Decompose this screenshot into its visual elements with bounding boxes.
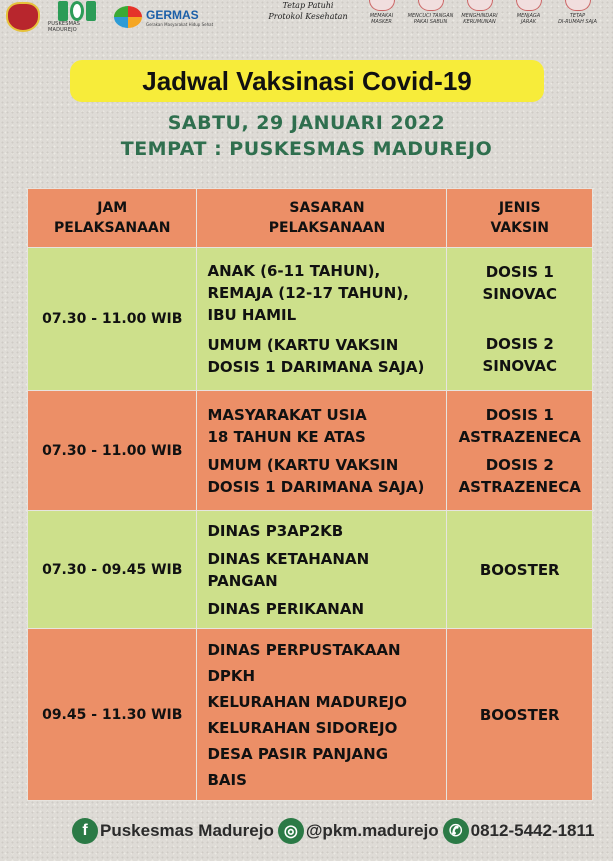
vaccine-cell: BOOSTER [447,511,593,629]
event-date: SABTU, 29 JANUARI 2022 [167,112,446,134]
table-header-row [28,189,593,248]
header-jam: JAM PELAKSANAAN [28,189,197,248]
table-row [28,391,593,511]
home-icon [565,0,591,11]
vaccine-cell: BOOSTER [447,629,593,801]
time-cell: 09.45 - 11.30 WIB [28,629,197,801]
mask-icon [369,0,395,11]
facebook-icon: f [72,818,98,844]
vaccine-cell: DOSIS 1 ASTRAZENECA DOSIS 2 ASTRAZENECA [447,391,593,511]
instagram-handle[interactable]: @pkm.madurejo [305,821,439,840]
table-row [28,248,593,391]
whatsapp-icon: ✆ [443,818,469,844]
handwash-icon [418,0,444,11]
target-cell: DINAS PERPUSTAKAAN DPKH KELURAHAN MADUREJO KELURAHAN SIDOREJO DESA PASIR PANJANG BAIS [197,629,447,801]
protokol-item-masker: MEMAKAI MASKER [358,0,405,25]
table-row [28,629,593,801]
time-cell: 07.30 - 11.00 WIB [28,391,197,511]
protokol-item-kerumunan: MENGHINDARI KERUMUNAN [456,0,503,25]
page-title: Jadwal Vaksinasi Covid-19 [70,60,544,102]
puskesmas-caption: PUSKESMAS MADUREJO [48,21,81,33]
crowd-icon [467,0,493,11]
protokol-title: Tetap Patuhi Protokol Kesehatan [268,1,348,21]
time-cell: 07.30 - 09.45 WIB [28,511,197,629]
germas-tagline: Gerakan Masyarakat Hidup Sehat [146,21,214,27]
germas-logo [114,6,213,28]
contact-footer [72,818,594,844]
whatsapp-number[interactable]: 0812-5442-1811 [470,821,595,840]
protokol-icons [358,0,601,25]
time-cell: 07.30 - 11.00 WIB [28,248,197,391]
protokol-item-di-rumah: TETAP DI-RUMAH SAJA [554,0,601,25]
target-cell: MASYARAKAT USIA 18 TAHUN KE ATAS UMUM (KARTU VAKSIN DOSIS 1 DARIMANA SAJA) [197,391,447,511]
germas-name: GERMAS [146,7,199,22]
table-row [28,511,593,629]
header-jenis-vaksin: JENIS VAKSIN [447,189,593,248]
event-place: TEMPAT : PUSKESMAS MADUREJO [120,138,493,160]
vaccine-cell: DOSIS 1 SINOVAC DOSIS 2 SINOVAC [447,248,593,391]
header-sasaran: SASARAN PELAKSANAAN [197,189,447,248]
facebook-handle[interactable]: Puskesmas Madurejo [100,821,274,840]
puskesmas-logo [48,1,106,33]
protokol-item-jarak: MENJAGA JARAK [505,0,552,25]
distance-icon [516,0,542,11]
protokol-item-cuci-tangan: MENCUCI TANGAN PAKAI SABUN [407,0,454,25]
vaccination-schedule-table [27,188,593,801]
germas-swoosh-icon [114,6,142,28]
instagram-icon: ◎ [278,818,304,844]
target-cell: DINAS P3AP2KB DINAS KETAHANAN PANGAN DINAS PERIKANAN [197,511,447,629]
regional-emblem-logo [6,2,40,32]
target-cell: ANAK (6-11 TAHUN), REMAJA (12-17 TAHUN), IBU HAMIL UMUM (KARTU VAKSIN DOSIS 1 DARIMANA SAJA) [197,248,447,391]
logo-bar [6,0,213,34]
